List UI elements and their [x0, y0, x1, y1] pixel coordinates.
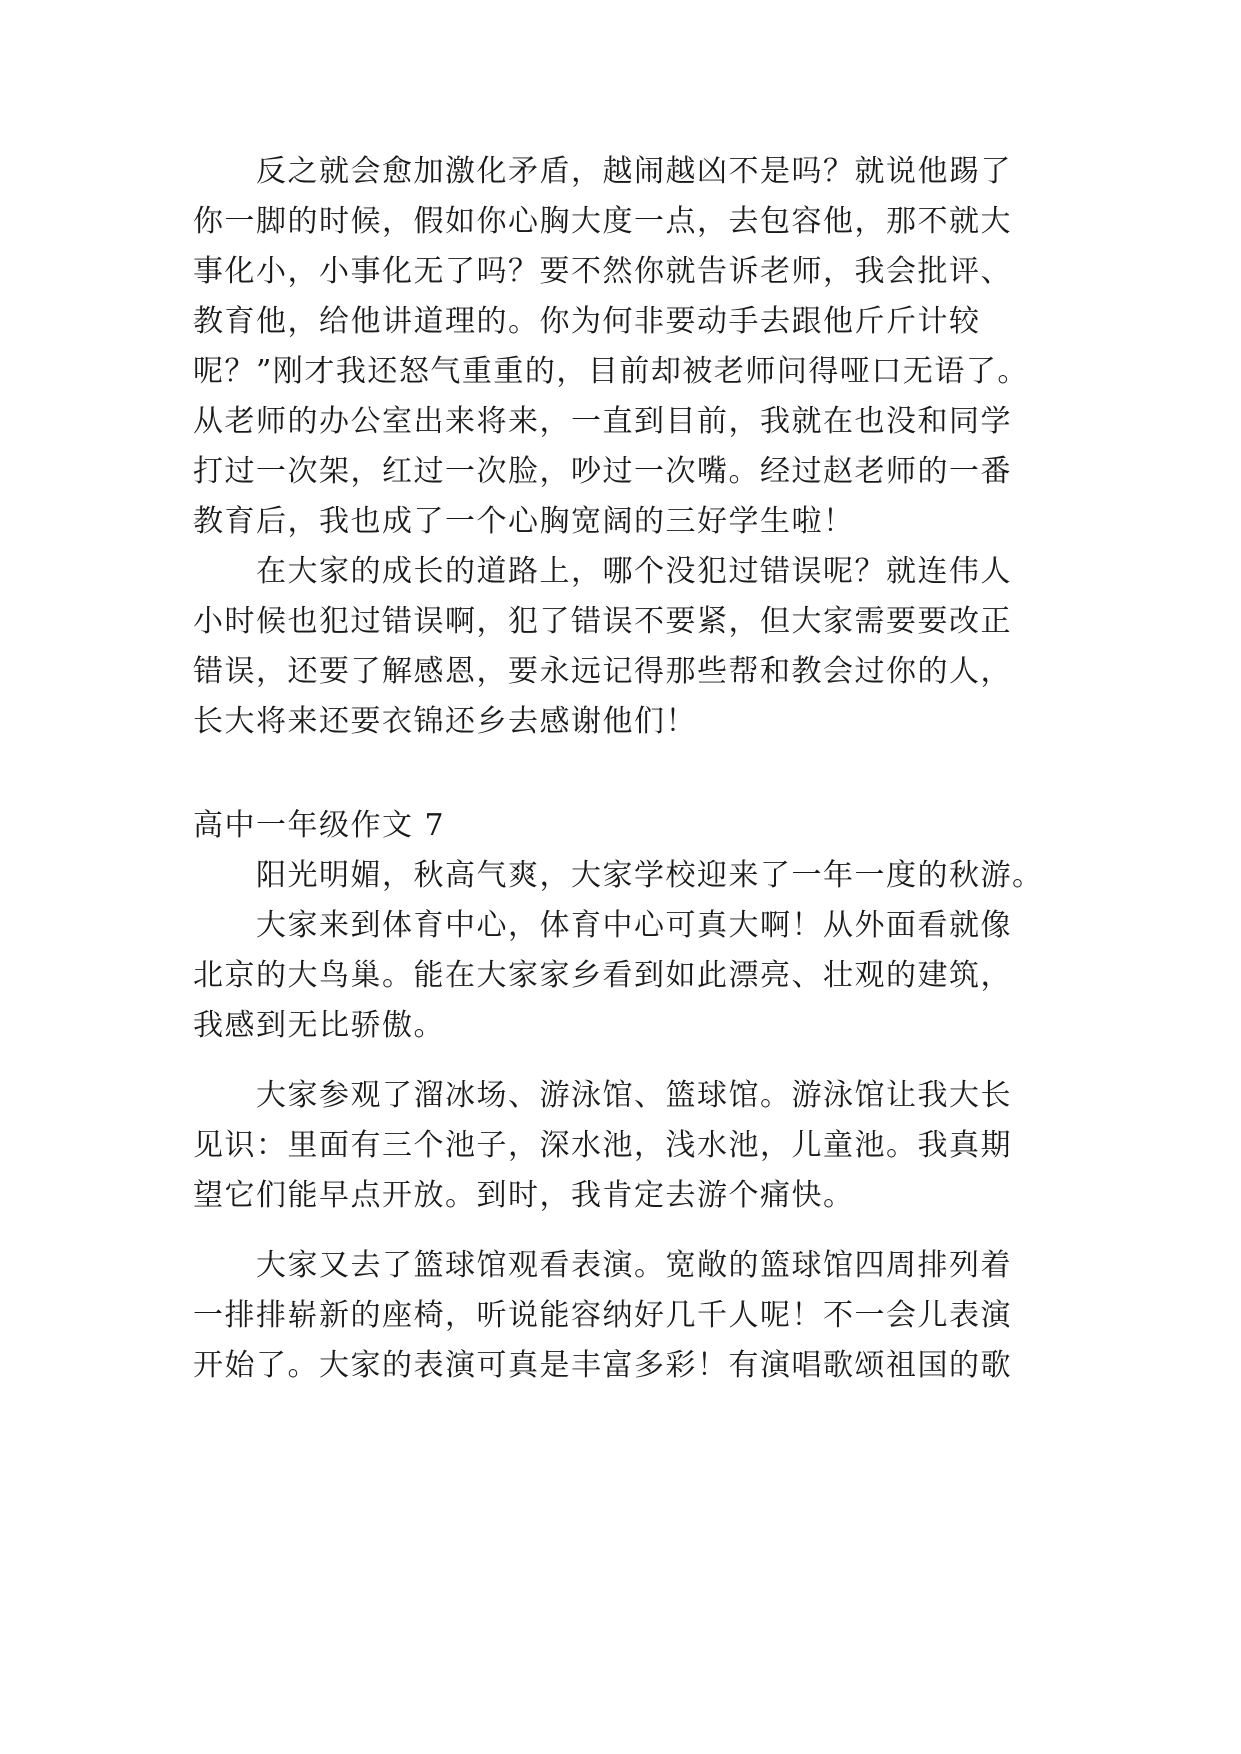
text-line: 小时候也犯过错误啊，犯了错误不要紧，但大家需要要改正 [193, 604, 1012, 639]
text-line: 北京的大鸟巢。能在大家家乡看到如此漂亮、壮观的建筑， [193, 958, 1012, 993]
text-line: 大家来到体育中心，体育中心可真大啊！从外面看就像 [256, 908, 1012, 943]
text-line: 打过一次架，红过一次脸，吵过一次嘴。经过赵老师的一番 [193, 454, 1012, 489]
text-line: 阳光明媚，秋高气爽，大家学校迎来了一年一度的秋游。 [256, 858, 1044, 893]
text-line: 大家参观了溜冰场、游泳馆、篮球馆。游泳馆让我大长 [256, 1078, 1012, 1113]
text-line: 望它们能早点开放。到时，我肯定去游个痛快。 [193, 1178, 855, 1213]
text-line: 反之就会愈加激化矛盾，越闹越凶不是吗？就说他踢了 [256, 154, 1012, 189]
text-line: 教育后，我也成了一个心胸宽阔的三好学生啦！ [193, 504, 855, 539]
section-heading: 高中一年级作文 7 [193, 808, 446, 843]
text-line: 事化小，小事化无了吗？要不然你就告诉老师，我会批评、 [193, 254, 1012, 289]
text-line: 呢？”刚才我还怒气重重的，目前却被老师问得哑口无语了。 [193, 354, 1029, 389]
text-line: 我感到无比骄傲。 [193, 1008, 445, 1043]
text-line: 在大家的成长的道路上，哪个没犯过错误呢？就连伟人 [256, 554, 1012, 589]
text-line: 开始了。大家的表演可真是丰富多彩！有演唱歌颂祖国的歌 [193, 1348, 1012, 1383]
text-line: 从老师的办公室出来将来，一直到目前，我就在也没和同学 [193, 404, 1012, 439]
text-line: 大家又去了篮球馆观看表演。宽敞的篮球馆四周排列着 [256, 1248, 1012, 1283]
text-line: 长大将来还要衣锦还乡去感谢他们！ [193, 704, 697, 739]
text-line: 错误，还要了解感恩，要永远记得那些帮和教会过你的人， [193, 654, 1012, 689]
text-line: 教育他，给他讲道理的。你为何非要动手去跟他斤斤计较 [193, 304, 981, 339]
text-line: 你一脚的时候，假如你心胸大度一点，去包容他，那不就大 [193, 204, 1012, 239]
text-line: 见识：里面有三个池子，深水池，浅水池，儿童池。我真期 [193, 1128, 1012, 1163]
text-line: 一排排崭新的座椅，听说能容纳好几千人呢！不一会儿表演 [193, 1298, 1012, 1333]
